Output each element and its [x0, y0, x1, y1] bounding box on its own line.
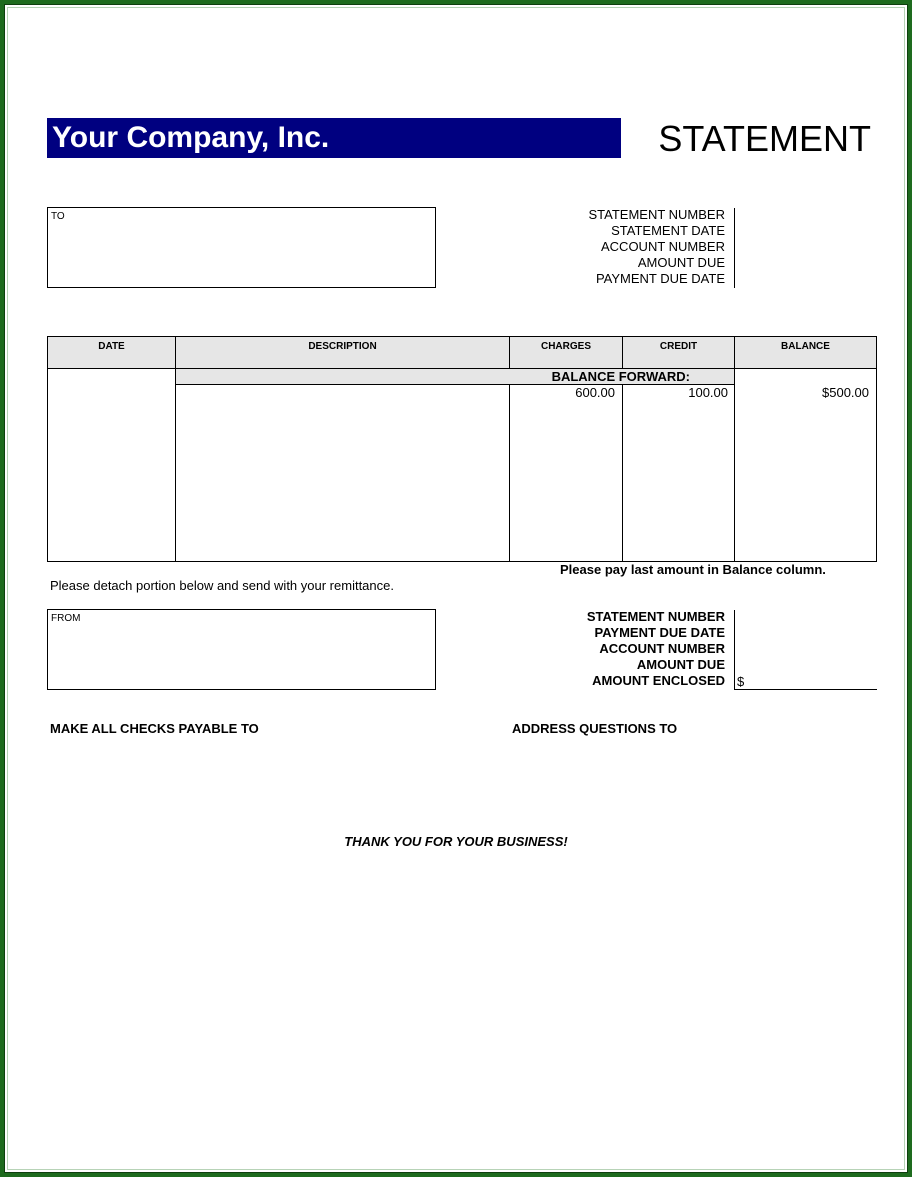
- statement-number-label: STATEMENT NUMBER: [588, 207, 725, 222]
- balance-forward-row: BALANCE FORWARD:: [175, 368, 735, 385]
- address-questions-label: ADDRESS QUESTIONS TO: [512, 721, 678, 736]
- to-label: TO: [51, 211, 65, 222]
- statement-info-divider: [734, 208, 735, 288]
- col-header-charges: CHARGES: [509, 336, 623, 369]
- col-header-credit: CREDIT: [622, 336, 735, 369]
- thank-you-message: THANK YOU FOR YOUR BUSINESS!: [344, 834, 568, 849]
- pay-last-amount-note: Please pay last amount in Balance column.: [560, 562, 826, 577]
- balance-cell[interactable]: $500.00: [822, 385, 869, 400]
- credit-cell[interactable]: 100.00: [688, 385, 728, 400]
- from-address-box[interactable]: [47, 609, 436, 690]
- remittance-info-divider: [734, 610, 735, 690]
- col-header-description: DESCRIPTION: [175, 336, 510, 369]
- statement-date-label: STATEMENT DATE: [611, 223, 725, 238]
- statement-info-labels: [540, 207, 725, 287]
- account-number-label: ACCOUNT NUMBER: [601, 239, 725, 254]
- col-header-date: DATE: [47, 336, 176, 369]
- amount-enclosed-underline: [734, 689, 877, 690]
- company-name-banner: Your Company, Inc.: [47, 118, 621, 158]
- col-divider-description: [509, 384, 510, 562]
- remit-amount-due-label: AMOUNT DUE: [636, 657, 725, 672]
- to-address-box[interactable]: [47, 207, 436, 288]
- remit-account-number-label: ACCOUNT NUMBER: [599, 641, 725, 656]
- col-header-balance: BALANCE: [734, 336, 877, 369]
- remittance-info-labels: [540, 609, 725, 689]
- detach-note: Please detach portion below and send with your remittance.: [50, 578, 394, 593]
- remit-payment-due-date-label: PAYMENT DUE DATE: [594, 625, 725, 640]
- charges-cell[interactable]: 600.00: [575, 385, 615, 400]
- amount-enclosed-currency[interactable]: $: [737, 674, 745, 689]
- checks-payable-label: MAKE ALL CHECKS PAYABLE TO: [50, 721, 259, 736]
- remit-statement-number-label: STATEMENT NUMBER: [586, 609, 725, 624]
- amount-due-label: AMOUNT DUE: [637, 255, 725, 270]
- remit-amount-enclosed-label: AMOUNT ENCLOSED: [592, 673, 725, 688]
- statement-title: STATEMENT: [658, 118, 871, 159]
- payment-due-date-label: PAYMENT DUE DATE: [595, 271, 725, 286]
- col-divider-date: [175, 368, 176, 562]
- from-label: FROM: [51, 613, 81, 624]
- col-divider-charges: [622, 384, 623, 562]
